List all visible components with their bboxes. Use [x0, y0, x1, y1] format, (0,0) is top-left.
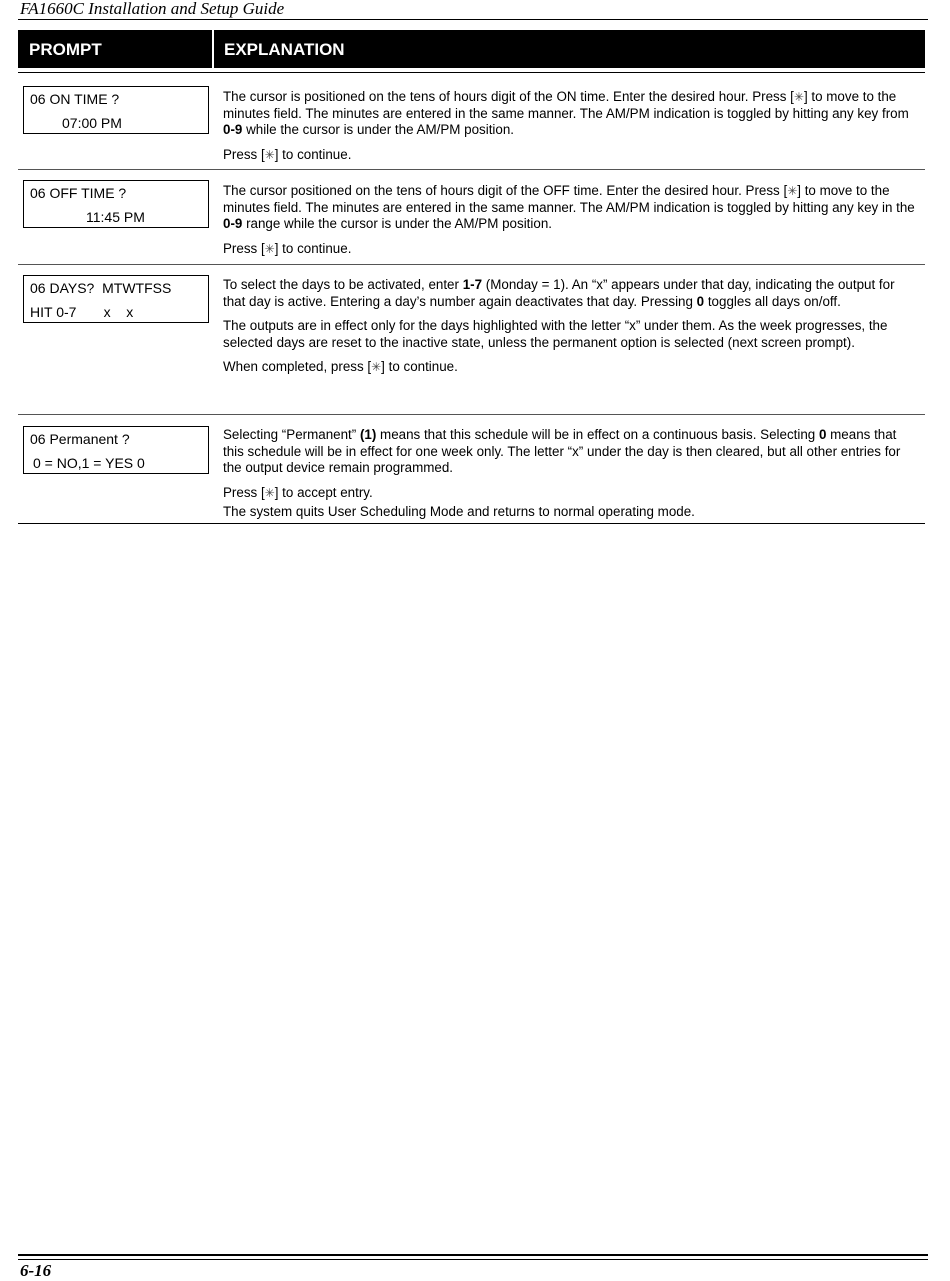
- lcd-prompt-permanent: [23, 426, 209, 474]
- page-number: 6-16: [20, 1261, 52, 1280]
- footer-rule: [18, 1259, 928, 1260]
- explanation-paragraph: The cursor is positioned on the tens of hours digit of the ON time. Enter the desired hour. Press [✳] to move to the minutes field. The minutes are entered in the same manner. The AM/PM indication is toggled by hitting any key from 0-9 while the cursor is under the AM/PM position.: [223, 89, 909, 137]
- explanation-permanent: [223, 427, 915, 521]
- header-divider: [212, 30, 214, 68]
- explanation-paragraph: Press [✳] to continue.: [223, 240, 352, 256]
- star-key-icon: ✳: [264, 241, 275, 256]
- star-key-icon: ✳: [787, 184, 798, 198]
- row-divider: [18, 264, 925, 265]
- explanation-days: [223, 277, 915, 376]
- explanation-paragraph: Press [✳] to continue.: [223, 146, 352, 162]
- explanation-off-time: [223, 183, 915, 257]
- explanation-on-time: [223, 89, 915, 163]
- lcd-line-1: 06 ON TIME ?: [30, 91, 120, 107]
- star-key-icon: ✳: [264, 147, 275, 162]
- lcd-prompt-days: [23, 275, 209, 323]
- lcd-line-2: 07:00 PM: [62, 115, 122, 131]
- prompt-column-header: PROMPT: [29, 40, 102, 59]
- lcd-line-1: 06 OFF TIME ?: [30, 185, 127, 201]
- lcd-line-2: 11:45 PM: [86, 209, 145, 225]
- lcd-prompt-off-time: [23, 180, 209, 228]
- explanation-paragraph: The outputs are in effect only for the days highlighted with the letter “x” under them. As the week progresses, the selected days are reset to the inactive state, unless the permanent option is selected (next screen prompt).: [223, 318, 888, 350]
- explanation-paragraph: Selecting “Permanent” (1) means that this schedule will be in effect on a continuous basis. Selecting 0 means that this schedule will be in effect for one week only. The letter “x” under the day is then cleared, but all other entries for the output device remain programmed.: [223, 427, 901, 475]
- row-divider: [18, 414, 925, 415]
- document-title: FA1660C Installation and Setup Guide: [20, 0, 285, 18]
- table-bottom-rule: [18, 523, 925, 524]
- lcd-line-2: HIT 0-7 x x: [30, 304, 134, 320]
- header-rule: [18, 19, 928, 20]
- lcd-line-1: 06 Permanent ?: [30, 431, 130, 447]
- lcd-line-2: 0 = NO,1 = YES 0: [33, 455, 145, 471]
- header-underline: [18, 72, 925, 73]
- table-header: [18, 30, 925, 68]
- explanation-paragraph: To select the days to be activated, enter 1-7 (Monday = 1). An “x” appears under that day, indicating the output for that day is active. Entering a day’s number again deactivates that day. Pressing 0 toggles all days on/off.: [223, 277, 895, 309]
- explanation-paragraph: The cursor positioned on the tens of hours digit of the OFF time. Enter the desired hour. Press [✳] to move to the minutes field. The minutes are entered in the same manner. The AM/PM indication is toggled by hitting any key in the 0-9 range while the cursor is under the AM/PM position.: [223, 183, 915, 231]
- explanation-paragraph: The system quits User Scheduling Mode and returns to normal operating mode.: [223, 504, 695, 519]
- lcd-prompt-on-time: [23, 86, 209, 134]
- lcd-line-1: 06 DAYS? MTWTFSS: [30, 280, 172, 296]
- footer-rule: [18, 1254, 928, 1256]
- star-key-icon: ✳: [264, 485, 275, 500]
- explanation-paragraph: When completed, press [✳] to continue.: [223, 359, 458, 374]
- star-key-icon: ✳: [371, 360, 382, 374]
- star-key-icon: ✳: [793, 90, 804, 104]
- explanation-paragraph: Press [✳] to accept entry.: [223, 484, 373, 500]
- explanation-column-header: EXPLANATION: [224, 40, 345, 59]
- row-divider: [18, 169, 925, 170]
